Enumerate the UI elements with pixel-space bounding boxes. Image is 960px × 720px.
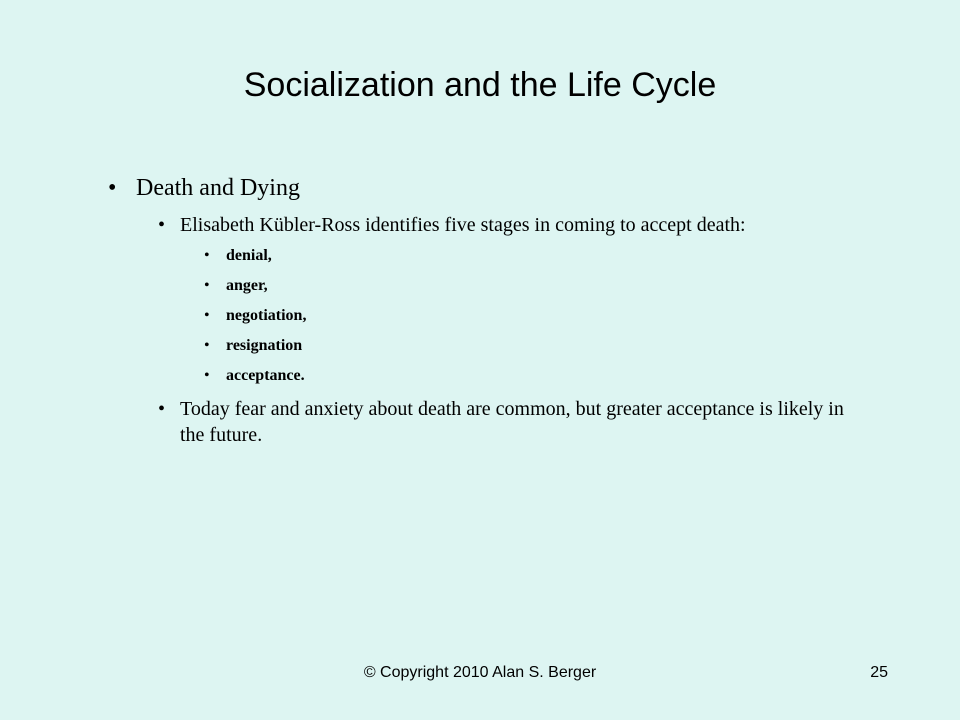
bullet-point-kubler-ross: • Elisabeth Kübler-Ross identifies five stages in coming to accept death: [108, 212, 868, 238]
bullet-point-today: • Today fear and anxiety about death are common, but greater acceptance is likely in the future. [108, 396, 868, 448]
slide-title: Socialization and the Life Cycle [243, 66, 717, 104]
stage-anger: • anger, [108, 276, 868, 296]
stage-resignation: • resignation [108, 336, 868, 356]
bullet-topic: • Death and Dying [108, 172, 868, 204]
page-number: 25 [870, 664, 888, 681]
stages-list [108, 246, 868, 386]
slide-content [108, 172, 868, 448]
stage-negotiation: • negotiation, [108, 306, 868, 326]
footer-copyright: © Copyright 2010 Alan S. Berger [363, 664, 597, 681]
stage-denial: • denial, [108, 246, 868, 266]
stage-acceptance: • acceptance. [108, 366, 868, 386]
